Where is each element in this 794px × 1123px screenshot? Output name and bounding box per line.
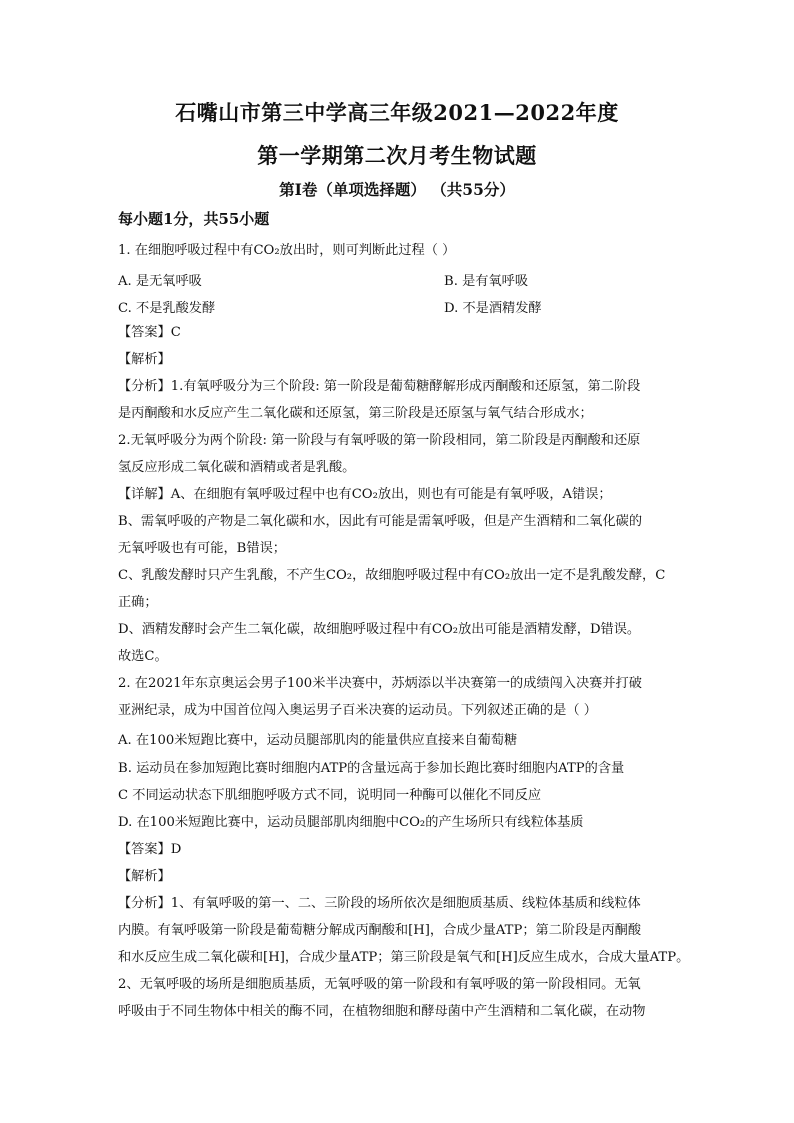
q1-analysis-line: 是丙酮酸和水反应产生二氧化碳和还原氢，第三阶段是还原氢与氧气结合形成水；: [118, 406, 593, 421]
q1-detail-line: 【详解】A、在细胞有氧呼吸过程中也有CO₂放出，则也有可能是有氧呼吸，A错误；: [118, 487, 612, 502]
q2-analysis-line: 和水反应生成二氧化碳和[H]，合成少量ATP；第三阶段是氧气和[H]反应生成水，合成大量ATP。: [118, 950, 690, 965]
q1-detail-line: 正确；: [118, 595, 158, 610]
q1-analysis-line: 【分析】1.有氧呼吸分为三个阶段: 第一阶段是葡萄糖酵解形成丙酮酸和还原氢，第二阶段: [118, 379, 641, 394]
q1-detail-line: 无氧呼吸也有可能，B错误；: [118, 541, 286, 556]
q1-answer: 【答案】C: [118, 325, 181, 340]
exam-title-line2: 第一学期第二次月考生物试题: [257, 143, 537, 168]
instruction-text: 每小题1分，共55小题: [118, 210, 270, 228]
q2-option-c: C 不同运动状态下肌细胞呼吸方式不同，说明同一种酶可以催化不同反应: [118, 788, 542, 803]
q1-option-c: C. 不是乳酸发酵: [118, 301, 216, 316]
q1-option-d: D. 不是酒精发酵: [444, 301, 542, 316]
q2-analysis-line: 【分析】1、有氧呼吸的第一、二、三阶段的场所依次是细胞质基质、线粒体基质和线粒体: [118, 896, 641, 911]
q1-stem: 1. 在细胞呼吸过程中有CO₂放出时，则可判断此过程（ ）: [118, 243, 456, 258]
q1-detail-line: B、需氧呼吸的产物是二氧化碳和水，因此有可能是需氧呼吸，但是产生酒精和二氧化碳的: [118, 514, 642, 529]
q2-option-d: D. 在100米短跑比赛中，运动员腿部肌肉细胞中CO₂的产生场所只有线粒体基质: [118, 815, 584, 830]
q2-analysis-line: 呼吸由于不同生物体中相关的酶不同，在植物细胞和酵母菌中产生酒精和二氧化碳，在动物: [118, 1004, 646, 1019]
q2-analysis-label: 【解析】: [118, 869, 171, 884]
q1-conclusion: 故选C。: [118, 649, 168, 664]
q1-detail-line: D、酒精发酵时会产生二氧化碳，故细胞呼吸过程中有CO₂放出可能是酒精发酵，D错误。: [118, 622, 641, 637]
section-heading: 第Ⅰ卷（单项选择题） （共55分）: [279, 180, 515, 199]
q2-answer: 【答案】D: [118, 842, 182, 857]
q2-option-a: A. 在100米短跑比赛中，运动员腿部肌肉的能量供应直接来自葡萄糖: [118, 733, 518, 748]
q2-analysis-line: 2、无氧呼吸的场所是细胞质基质，无氧呼吸的第一阶段和有氧呼吸的第一阶段相同。无氧: [118, 977, 641, 992]
q1-analysis-line: 氢反应形成二氧化碳和酒精或者是乳酸。: [118, 460, 356, 475]
q1-analysis-label: 【解析】: [118, 352, 171, 367]
q2-stem-line: 亚洲纪录，成为中国首位闯入奥运男子百米决赛的运动员。下列叙述正确的是（ ）: [118, 703, 597, 718]
q2-analysis-line: 内膜。有氧呼吸第一阶段是葡萄糖分解成丙酮酸和[H]，合成少量ATP；第二阶段是丙酮酸: [118, 923, 642, 938]
exam-title-line1: 石嘴山市第三中学高三年级2021—2022年度: [175, 100, 619, 125]
q2-stem-line: 2. 在2021年东京奥运会男子100米半决赛中，苏炳添以半决赛第一的成绩闯入决赛并打破: [118, 676, 642, 691]
q1-option-b: B. 是有氧呼吸: [444, 274, 529, 289]
q1-option-a: A. 是无氧呼吸: [118, 274, 202, 289]
q1-analysis-line: 2.无氧呼吸分为两个阶段: 第一阶段与有氧呼吸的第一阶段相同，第二阶段是丙酮酸和还原: [118, 433, 641, 448]
q2-option-b: B. 运动员在参加短跑比赛时细胞内ATP的含量远高于参加长跑比赛时细胞内ATP的含量: [118, 761, 625, 776]
q1-detail-line: C、乳酸发酵时只产生乳酸，不产生CO₂，故细胞呼吸过程中有CO₂放出一定不是乳酸发酵，C: [118, 568, 666, 583]
